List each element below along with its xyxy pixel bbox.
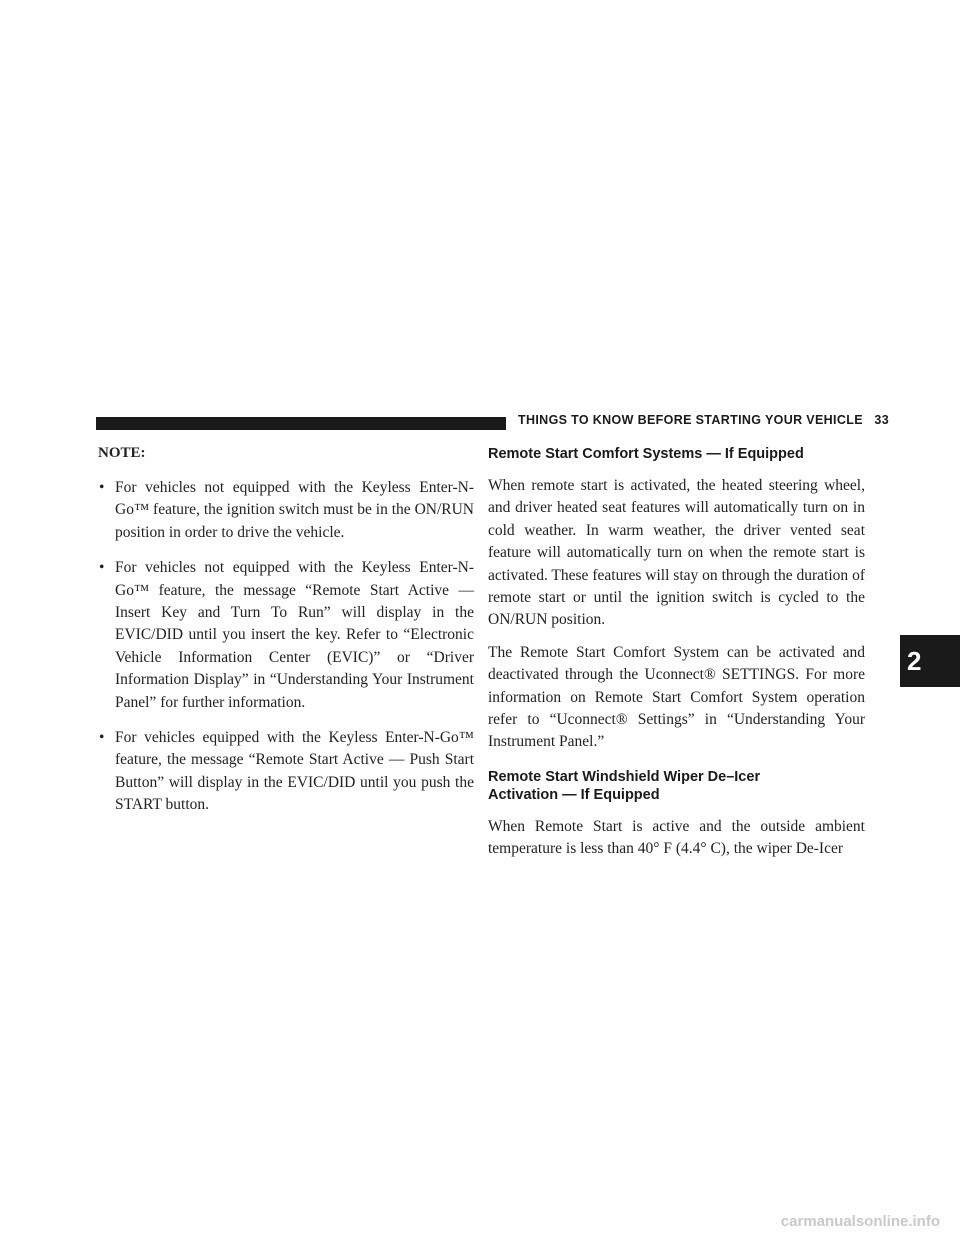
- bullet-icon: •: [99, 729, 105, 747]
- header-rule: [96, 417, 506, 430]
- list-item: [98, 477, 474, 544]
- bullet-icon: •: [99, 479, 105, 496]
- section-heading-comfort-systems: Remote Start Comfort Systems — If Equipped: [488, 446, 804, 462]
- section-heading-wiper-de-icer: [488, 768, 865, 804]
- heading-line: Activation — If Equipped: [488, 786, 660, 803]
- watermark: carmanualsonline.info: [780, 1213, 940, 1230]
- chapter-tab: 2: [900, 635, 960, 687]
- note-bullet-list: [98, 477, 474, 817]
- body-paragraph: The Remote Start Comfort System can be activated and deactivated through the Uconnect® SETTINGS. For more information on Remote Start Comfort System operation refer to “Uconnect® Settings” in “Understanding Your Instrument Panel.”: [488, 643, 865, 751]
- bullet-text: For vehicles not equipped with the Keyless Enter-N-Go™ feature, the ignition switch must be in the ON/RUN position in order to drive the vehicle.: [115, 479, 474, 541]
- running-title: THINGS TO KNOW BEFORE STARTING YOUR VEHICLE: [518, 413, 863, 427]
- note-label: NOTE:: [98, 445, 146, 461]
- bullet-text: For vehicles not equipped with the Keyless Enter-N-Go™ feature, the message “Remote Start Active — Insert Key and Turn To Run” will display in the EVIC/DID until you insert the key. Refer to “Electronic Vehicle Information Center (EVIC)” or “Driver Information Display” in “Understanding Your Instrument Panel” for further information.: [115, 559, 474, 711]
- list-item: [98, 727, 474, 817]
- heading-line: Remote Start Windshield Wiper De–Icer: [488, 768, 761, 785]
- body-paragraph: When remote start is activated, the heated steering wheel, and driver heated seat features will automatically turn on in cold weather. In warm weather, the driver vented seat feature will automatically turn on when the remote start is activated. These features will stay on through the duration of remote start or until the ignition switch is cycled to the ON/RUN position.: [488, 477, 865, 629]
- body-paragraph: When Remote Start is active and the outside ambient temperature is less than 40° F (4.4° C), the wiper De-Icer: [488, 817, 865, 858]
- bullet-icon: •: [99, 559, 105, 577]
- bullet-text: For vehicles equipped with the Keyless Enter-N-Go™ feature, the message “Remote Start Active — Push Start Button” will display in the EVIC/DID until you push the START button.: [115, 729, 474, 814]
- list-item: [98, 557, 474, 714]
- right-column: [488, 445, 865, 871]
- running-header: [518, 413, 890, 427]
- left-column: [98, 445, 474, 830]
- page-number: 33: [874, 413, 890, 427]
